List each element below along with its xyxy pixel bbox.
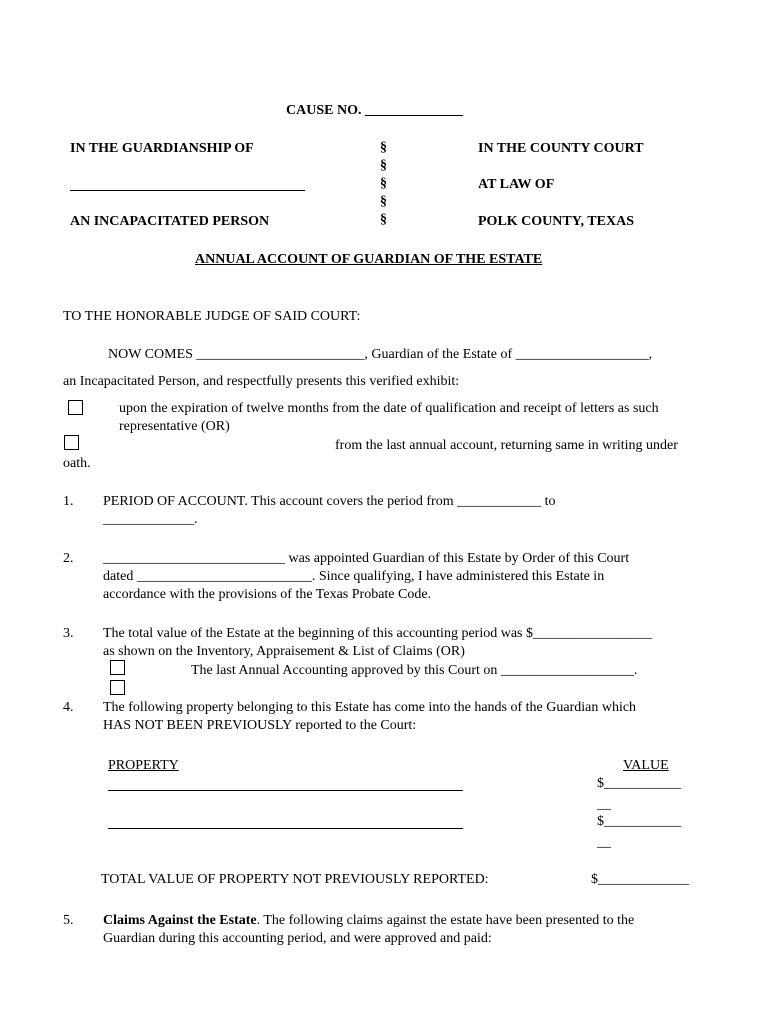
salutation: TO THE HONORABLE JUDGE OF SAID COURT:	[63, 309, 361, 324]
property-column-header: PROPERTY	[108, 758, 179, 773]
value-entry-wrap: __	[597, 797, 611, 812]
total-value-label: TOTAL VALUE OF PROPERTY NOT PREVIOUSLY REPORTED:	[101, 872, 489, 887]
section-mark: §	[380, 176, 387, 191]
incapacitated-person-label: AN INCAPACITATED PERSON	[70, 214, 270, 229]
ward-name-line[interactable]	[70, 190, 305, 191]
claims-paragraph-line	[103, 912, 634, 930]
claims-paid-text: Guardian during this accounting period, and were approved and paid:	[103, 931, 492, 946]
section-mark: §	[380, 212, 387, 227]
option-twelve-months-text: upon the expiration of twelve months from the date of qualification and receipt of letters as such	[119, 401, 659, 416]
appointment-date-text: dated _________________________. Since qualifying, I have administered this Estate in	[103, 569, 605, 584]
item-number: 5.	[63, 913, 74, 928]
cause-number: CAUSE NO. ______________	[286, 103, 463, 118]
property-entry-line[interactable]	[108, 828, 463, 829]
claims-heading: Claims Against the Estate	[103, 913, 257, 928]
total-value-entry[interactable]: $_____________	[591, 872, 689, 887]
now-comes-line: NOW COMES ________________________, Guardian of the Estate of ___________________,	[108, 347, 653, 362]
appointment-text: __________________________ was appointed Guardian of this Estate by Order of this Court	[103, 551, 630, 566]
last-accounting-text: The last Annual Accounting approved by this Court on ___________________.	[191, 663, 638, 678]
claims-text: . The following claims against the estate have been presented to the	[256, 913, 635, 928]
oath-text: oath.	[63, 456, 91, 471]
new-property-text: The following property belonging to this Estate has come into the hands of the Guardian which	[103, 700, 637, 715]
item-number: 3.	[63, 626, 74, 641]
last-accounting-checkbox[interactable]	[110, 680, 125, 695]
value-entry[interactable]: $___________	[597, 776, 681, 791]
at-law-label: AT LAW OF	[478, 177, 555, 192]
item-number: 4.	[63, 700, 74, 715]
document-title: ANNUAL ACCOUNT OF GUARDIAN OF THE ESTATE	[195, 252, 543, 267]
value-column-header: VALUE	[623, 758, 669, 773]
option-representative-text: representative (OR)	[119, 419, 230, 434]
county-court-label: IN THE COUNTY COURT	[478, 141, 644, 156]
inventory-option-text: as shown on the Inventory, Appraisement & List of Claims (OR)	[103, 644, 465, 659]
probate-code-text: accordance with the provisions of the Texas Probate Code.	[103, 587, 432, 602]
not-reported-text: HAS NOT BEEN PREVIOUSLY reported to the Court:	[103, 718, 417, 733]
period-end-blank: _____________.	[103, 512, 198, 527]
section-mark: §	[380, 194, 387, 209]
value-entry-wrap: __	[597, 835, 611, 850]
section-mark: §	[380, 140, 387, 155]
item-number: 1.	[63, 494, 74, 509]
guardianship-label: IN THE GUARDIANSHIP OF	[70, 141, 254, 156]
property-entry-line[interactable]	[108, 790, 463, 791]
period-of-account-text: PERIOD OF ACCOUNT. This account covers the period from ____________ to	[103, 494, 556, 509]
intro-line: an Incapacitated Person, and respectfully presents this verified exhibit:	[63, 374, 460, 389]
county-state-label: POLK COUNTY, TEXAS	[478, 214, 634, 229]
value-entry[interactable]: $___________	[597, 814, 681, 829]
option-twelve-months-checkbox[interactable]	[68, 400, 83, 415]
item-number: 2.	[63, 551, 74, 566]
inventory-checkbox[interactable]	[110, 660, 125, 675]
option-last-account-text: from the last annual account, returning same in writing under	[335, 438, 678, 453]
section-mark: §	[380, 158, 387, 173]
beginning-value-text: The total value of the Estate at the beginning of this accounting period was $_________________	[103, 626, 652, 641]
option-last-account-checkbox[interactable]	[64, 435, 79, 450]
